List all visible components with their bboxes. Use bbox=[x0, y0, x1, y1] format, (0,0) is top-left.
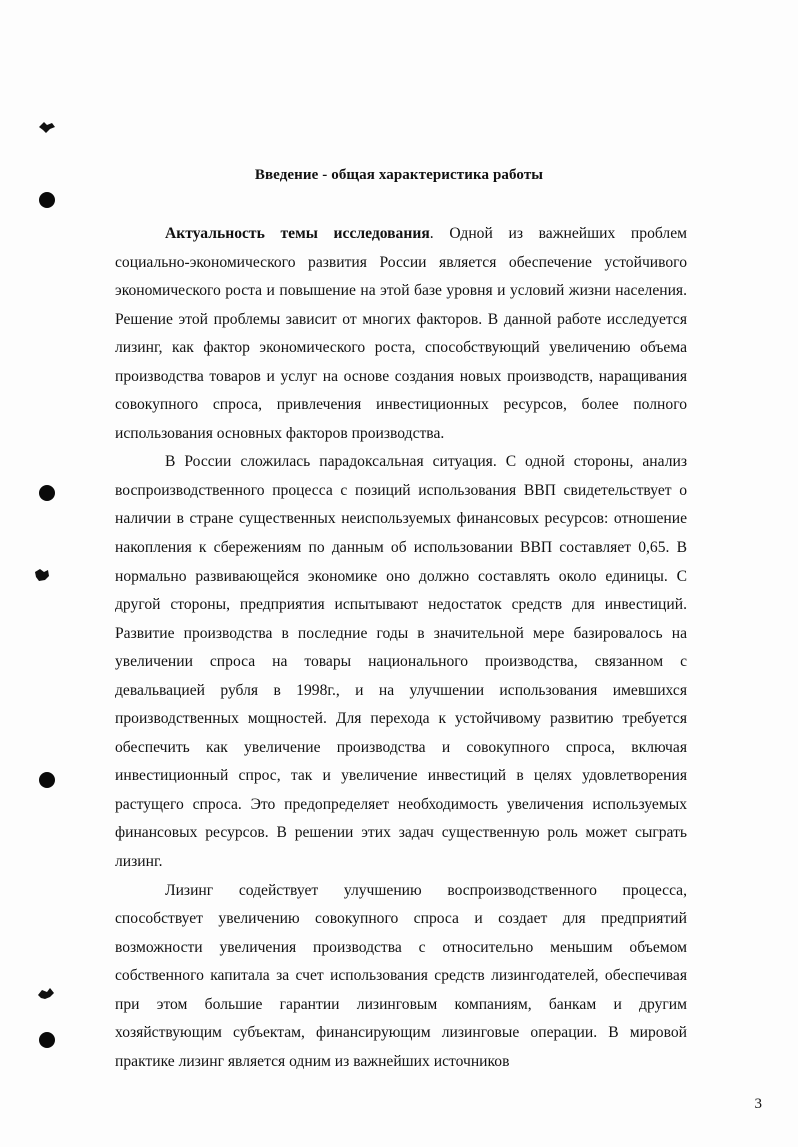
binder-hole bbox=[39, 772, 55, 788]
scan-smudge-icon bbox=[38, 120, 56, 134]
paragraph-leasing bbox=[115, 877, 687, 1077]
document-title: Введение - общая характеристика работы bbox=[254, 167, 544, 183]
paragraph-lead: Актуальность темы исследования bbox=[165, 225, 430, 242]
document-body bbox=[115, 220, 687, 1076]
paragraph-russia-situation bbox=[115, 448, 687, 876]
paragraph-text: . Одной из важнейших проблем социально-экономического развития России является обеспечение устойчивого экономического роста и повышение на этой базе уровня и условий жизни населения. Решение этой проблемы зависит от многих факторов. В данной работе исследуется лизинг, как фактор экономического роста, способствующий увеличению объема производства товаров и услуг на основе создания новых производств, наращивания совокупного спроса, привлечения инвестиционных ресурсов, более полного использования основных факторов производства. bbox=[115, 225, 687, 442]
scan-smudge-icon bbox=[33, 568, 51, 582]
paragraph-text: В России сложилась парадоксальная ситуация. С одной стороны, анализ воспроизводственного процесса с позиций использования ВВП свидетельствует о наличии в стране существенных неиспользуемых финансовых ресурсов: отношение накопления к сбережениям по данным об использовании ВВП составляет 0,65. В нормально развивающейся экономике оно должно составлять около единицы. С другой стороны, предприятия испытывают недостаток средств для инвестиций. Развитие производства в последние годы в значительной мере базировалось на увеличении спроса на товары национального производства, связанном с девальвацией рубля в 1998г., и на улучшении использования имевшихся производственных мощностей. Для перехода к устойчивому развитию требуется обеспечить как увеличение производства и совокупного спроса, включая инвестиционный спрос, так и увеличение инвестиций в целях удовлетворения растущего спроса. Это предопределяет необходимость увеличения используемых финансовых ресурсов. В решении этих задач существенную роль может сыграть лизинг. bbox=[115, 453, 687, 871]
page-number: 3 bbox=[754, 1096, 762, 1112]
paragraph-text: Лизинг содействует улучшению воспроизводственного процесса, способствует увеличению совокупного спроса и создает для предприятий возможности увеличения производства с относительно меньшим объемом собственного капитала за счет использования средств лизингодателей, обеспечивая при этом большие гарантии лизинговым компаниям, банкам и другим хозяйствующим субъектам, финансирующим лизинговые операции. В мировой практике лизинг является одним из важнейших источников bbox=[115, 881, 687, 1070]
binder-hole bbox=[39, 1032, 55, 1048]
binder-hole bbox=[39, 192, 55, 208]
paragraph-relevance bbox=[115, 220, 687, 448]
binder-hole bbox=[39, 485, 55, 501]
scan-smudge-icon bbox=[37, 987, 55, 1001]
